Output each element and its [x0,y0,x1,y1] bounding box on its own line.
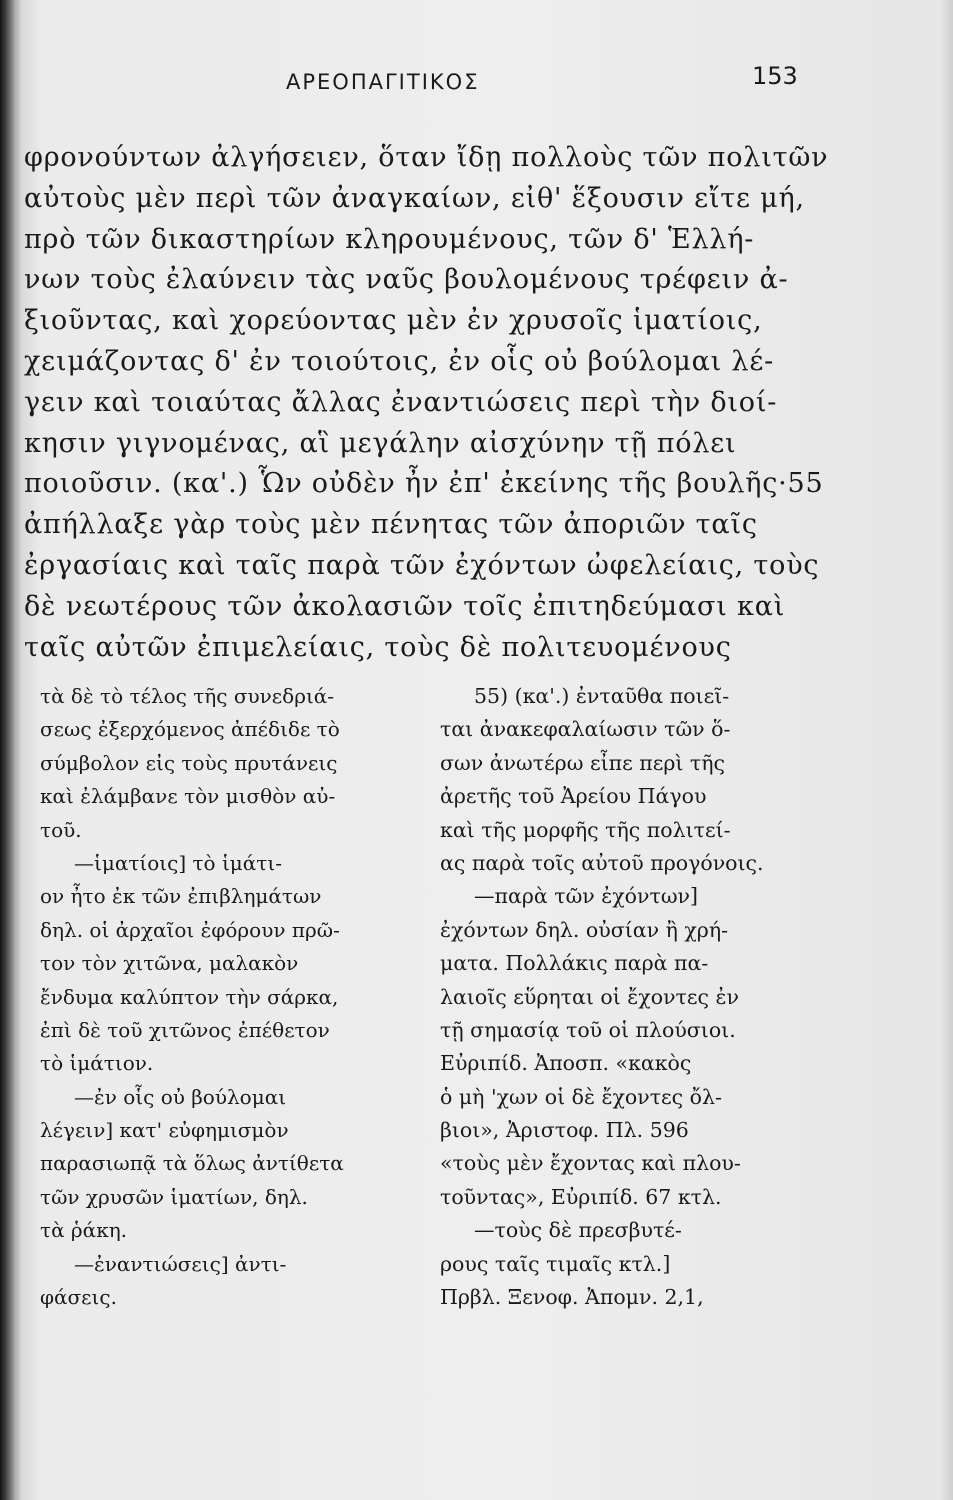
commentary-line: δηλ. οἱ ἀρχαῖοι ἐφόρουν πρῶ- [40,917,340,942]
commentary-left-column [40,680,408,1314]
commentary-line: σεως ἐξερχόμενος ἀπέδιδε τὸ [40,717,340,742]
commentary-line: παρασιωπᾷ τὰ ὅλως ἀντίθετα [40,1151,344,1176]
commentary-line: ἀρετῆς τοῦ Ἀρείου Πάγου [440,784,707,809]
commentary-line: βιοι», Ἀριστοφ. Πλ. 596 [440,1118,689,1143]
commentary-line: —παρὰ τῶν ἐχόντων] [474,884,699,909]
main-text-line: ποιοῦσιν. (κα'.) Ὧν οὐδὲν ἦν ἐπ' ἐκείνης τῆς βουλῆς·55 [24,468,824,500]
main-text-line: νων τοὺς ἐλαύνειν τὰς ναῦς βουλομένους τρέφειν ἀ- [24,264,789,296]
commentary-line: —ἱματίοις] τὸ ἱμάτι- [74,850,282,875]
commentary-line: τὰ δὲ τὸ τέλος τῆς συνεδριά- [40,684,335,708]
commentary-line: ρους ταῖς τιμαῖς κτλ.] [440,1251,671,1276]
main-text-line: ξιοῦντας, καὶ χορεύοντας μὲν ἐν χρυσοῖς ἱματίοις, [24,305,763,337]
main-text-line: γειν καὶ τοιαύτας ἄλλας ἐναντιώσεις περὶ τὴν διοί- [24,386,778,418]
commentary-line: σύμβολον εἰς τοὺς πρυτάνεις [40,750,338,775]
commentary-line: τὸ ἱμάτιον. [40,1051,154,1076]
commentary-line: λαιοῖς εὕρηται οἱ ἔχοντες ἐν [440,984,739,1009]
commentary-line: —τοὺς δὲ πρεσβυτέ- [474,1218,682,1243]
commentary-line: τῇ σημασίᾳ τοῦ οἱ πλούσιοι. [440,1017,736,1042]
commentary-line: «τοὺς μὲν ἔχοντας καὶ πλου- [440,1151,741,1176]
commentary-line: λέγειν] κατ' εὐφημισμὸν [40,1118,289,1143]
commentary-line: καὶ τῆς μορφῆς τῆς πολιτεί- [440,817,731,842]
commentary-line: —ἐναντιώσεις] ἀντι- [74,1251,287,1276]
commentary-line: σων ἀνωτέρω εἶπε περὶ τῆς [440,750,726,775]
commentary-line: Πρβλ. Ξενοφ. Ἀπομν. 2,1, [440,1285,704,1310]
main-text-line: φρονούντων ἀλγήσειεν, ὅταν ἴδῃ πολλοὺς τῶν πολιτῶν [24,142,829,173]
commentary-line: τὰ ῥάκη. [40,1218,128,1243]
page-number: 153 [752,62,798,90]
commentary-right-column [440,680,830,1314]
main-text-line: ἀπήλλαξε γὰρ τοὺς μὲν πένητας τῶν ἀποριῶν ταῖς [24,509,758,541]
main-text-line: δὲ νεωτέρους τῶν ἀκολασιῶν τοῖς ἐπιτηδεύμασι καὶ [24,590,786,622]
commentary-line: φάσεις. [40,1285,117,1310]
commentary-line: τοῦντας», Εὐριπίδ. 67 κτλ. [440,1184,722,1209]
commentary-line: —ἐν οἷς οὐ βούλομαι [74,1084,287,1109]
main-text-line: ἐργασίαις καὶ ταῖς παρὰ τῶν ἐχόντων ὠφελείαις, τοὺς [24,549,820,581]
running-title: ΑΡΕΟΠΑΓΙΤΙΚΟΣ [286,70,480,94]
commentary-line: ἐχόντων δηλ. οὐσίαν ἢ χρή- [440,917,729,942]
page-gutter-shadow [0,0,14,1500]
main-text-line: χειμάζοντας δ' ἐν τοιούτοις, ἐν οἷς οὐ βούλομαι λέ- [24,345,775,377]
commentary-line: ται ἀνακεφαλαίωσιν τῶν ὅ- [440,717,731,742]
commentary-line: τῶν χρυσῶν ἱματίων, δηλ. [40,1184,308,1209]
commentary-line: ον ἦτο ἐκ τῶν ἐπιβλημάτων [40,884,322,909]
main-text-line: ταῖς αὐτῶν ἐπιμελείαις, τοὺς δὲ πολιτευομένους [24,631,732,663]
commentary-line: τον τὸν χιτῶνα, μαλακὸν [40,951,299,976]
commentary-line: καὶ ἐλάμβανε τὸν μισθὸν αὐ- [40,784,336,809]
commentary-line: ματα. Πολλάκις παρὰ πα- [440,951,709,976]
commentary-line: ἔνδυμα καλύπτον τὴν σάρκα, [40,984,339,1009]
main-text-line: πρὸ τῶν δικαστηρίων κληρουμένους, τῶν δ' Ἑλλή- [24,223,755,255]
commentary-line: 55) (κα'.) ἐνταῦθα ποιεῖ- [474,684,730,708]
main-text-line: κησιν γιγνομένας, αἳ μεγάλην αἰσχύνην τῇ πόλει [24,427,737,459]
commentary-line: ὁ μὴ 'χων οἱ δὲ ἔχοντες ὄλ- [440,1084,722,1109]
commentary-line: Εὐριπίδ. Ἀποσπ. «κακὸς [440,1051,692,1076]
main-text-line: αὐτοὺς μὲν περὶ τῶν ἀναγκαίων, εἰθ' ἕξουσιν εἴτε μή, [24,182,805,214]
commentary-line: ας παρὰ τοῖς αὐτοῦ προγόνοις. [440,850,764,875]
commentary-line: ἐπὶ δὲ τοῦ χιτῶνος ἐπέθετον [40,1017,330,1042]
main-text-block [24,138,844,668]
commentary-line: τοῦ. [40,817,82,842]
